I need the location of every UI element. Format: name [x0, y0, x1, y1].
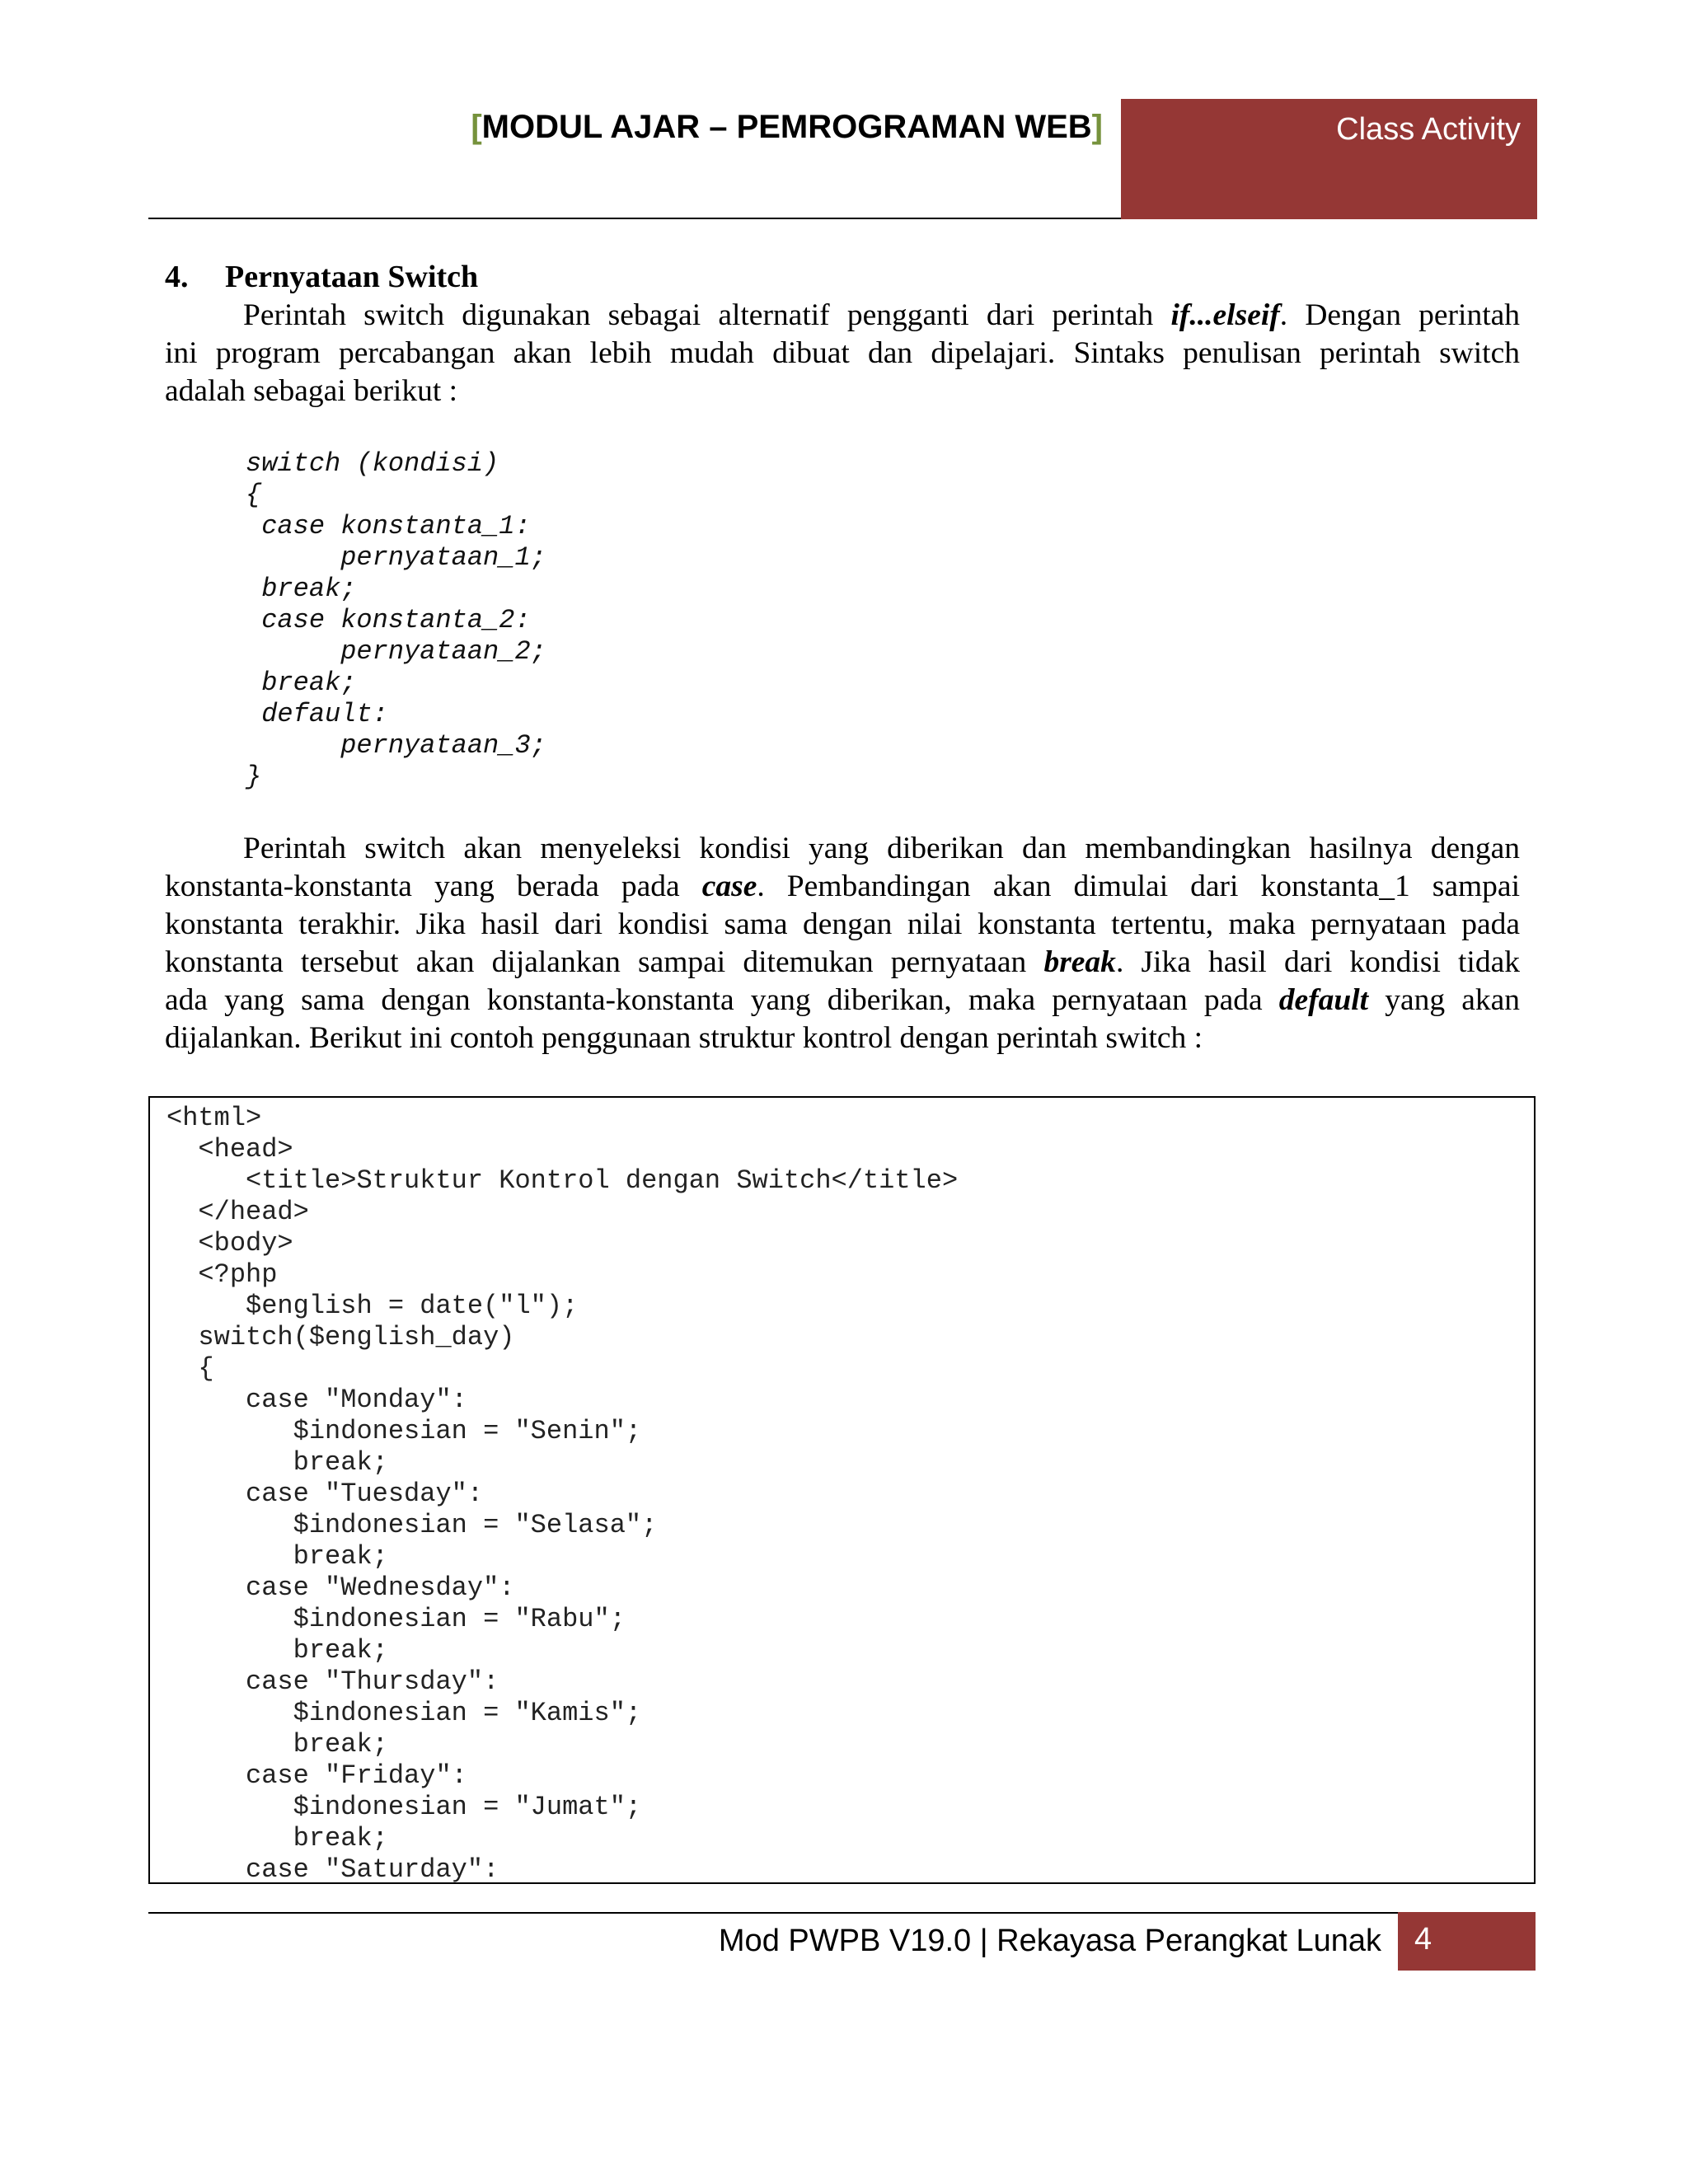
page-number-box: [1398, 1912, 1536, 1971]
section-number: 4.: [165, 260, 189, 294]
switch-syntax-code: switch (kondisi) { case konstanta_1: pernyataan_1; break; case konstanta_2: pernyataan_2; break; default: pernyataan_3; }: [246, 448, 546, 792]
header-tag-box: [1121, 99, 1537, 219]
keyword-break: break: [1043, 945, 1116, 979]
section-heading: [165, 259, 478, 295]
footer-divider: [148, 1912, 1398, 1914]
text-line: konstanta-konstanta yang berada pada case. Pembandingan akan dimulai dari konstanta_1 sampai: [165, 869, 1520, 903]
keyword-ifelseif: if...elseif: [1170, 298, 1280, 332]
module-title: [354, 109, 1103, 146]
explanation-paragraph: [165, 830, 1520, 1057]
example-code: <html> <head> <title>Struktur Kontrol dengan Switch</title> </head> <body> <?php $english = date("l"); switch($english_day) { case "Monday": $indonesian = "Senin"; break; case "Tuesday": $indonesian = "Selasa"; break; case "Wednesday": $indonesian = "Rabu"; break; case "Thursday": $indonesian = "Kamis"; break; case "Friday": $indonesian = "Jumat"; break; case "Saturday":: [166, 1103, 959, 1884]
text-line: Perintah switch akan menyeleksi kondisi yang diberikan dan membandingkan hasilnya dengan: [243, 832, 1520, 865]
section-title: Pernyataan Switch: [225, 260, 479, 294]
text-line: ini program percabangan akan lebih mudah dibuat dan dipelajari. Sintaks penulisan perintah switch: [165, 336, 1520, 370]
header-divider: [148, 218, 1121, 219]
text-line: dijalankan. Berikut ini contoh penggunaan struktur kontrol dengan perintah switch :: [165, 1021, 1203, 1055]
text-line: konstanta tersebut akan dijalankan sampai ditemukan pernyataan break. Jika hasil dari kondisi tidak: [165, 945, 1520, 979]
bracket-close: ]: [1091, 109, 1103, 145]
intro-paragraph: [165, 297, 1520, 410]
page-number: 4: [1414, 1922, 1432, 1957]
keyword-case: case: [701, 869, 757, 903]
bracket-open: [: [471, 109, 482, 145]
text-line: adalah sebagai berikut :: [165, 374, 458, 408]
footer-text: Mod PWPB V19.0 | Rekayasa Perangkat Lunak: [718, 1924, 1381, 1958]
text-line: ada yang sama dengan konstanta-konstanta yang diberikan, maka pernyataan pada default yang akan: [165, 983, 1520, 1017]
text-line: Perintah switch digunakan sebagai alternatif pengganti dari perintah if...elseif. Dengan perintah: [243, 298, 1521, 332]
module-title-text: MODUL AJAR – PEMROGRAMAN WEB: [481, 109, 1092, 145]
text-line: konstanta terakhir. Jika hasil dari kondisi sama dengan nilai konstanta tertentu, maka pernyataan pada: [165, 907, 1520, 941]
keyword-default: default: [1278, 983, 1369, 1017]
example-code-box: [148, 1096, 1536, 1884]
class-activity-label: Class Activity: [1336, 112, 1521, 147]
